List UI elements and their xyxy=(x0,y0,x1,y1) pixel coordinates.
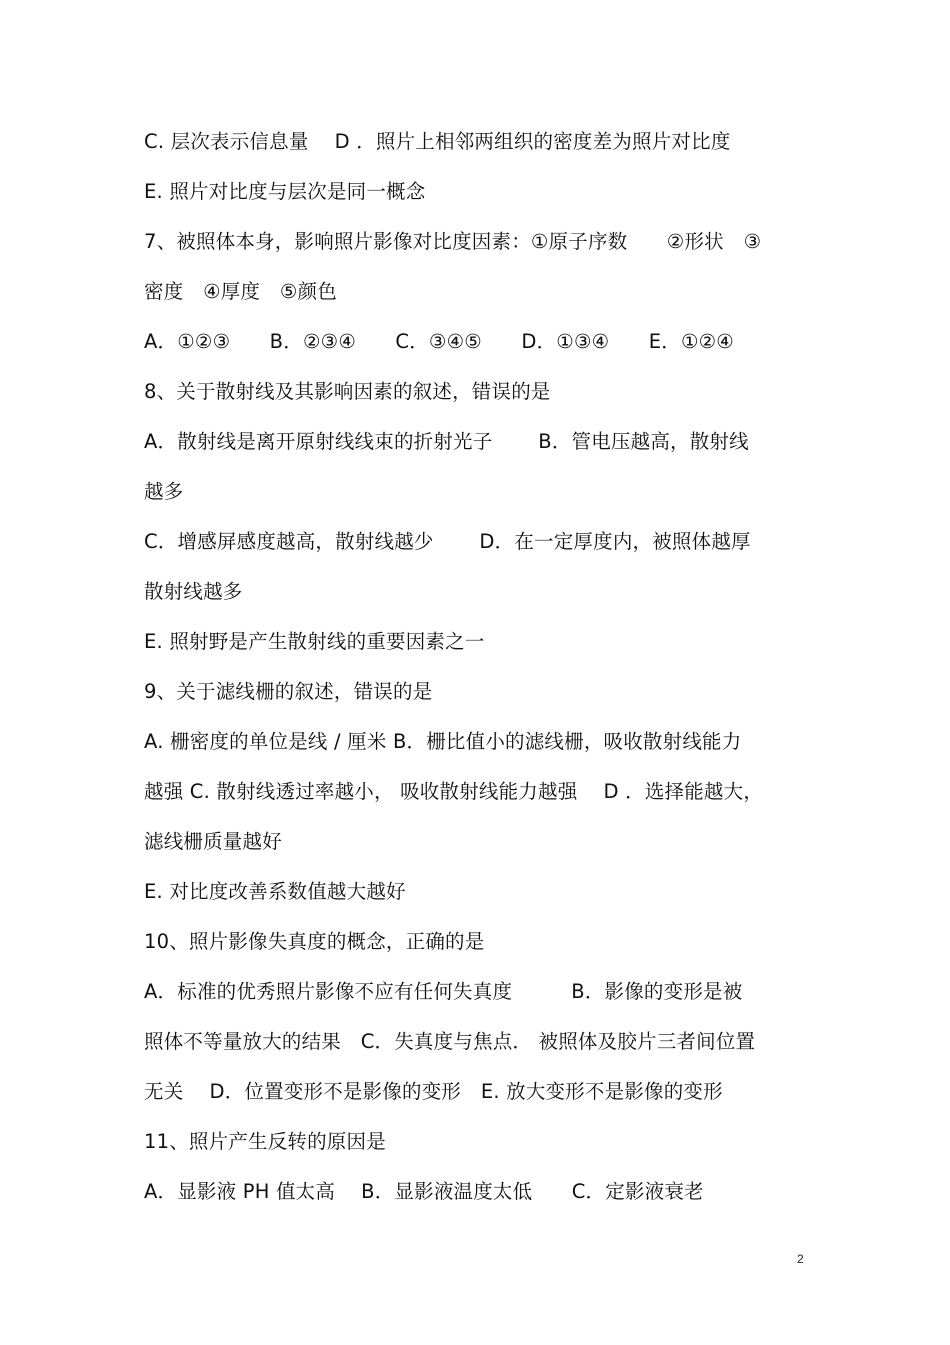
text-line: 密度 ④厚度 ⑤颜色 xyxy=(144,280,337,303)
text-line: 越强 C. 散射线透过率越小， 吸收散射线能力越强 D ．选择能越大， xyxy=(144,780,764,803)
text-line: 照体不等量放大的结果 C．失真度与焦点． 被照体及胶片三者间位置 xyxy=(144,1030,756,1053)
text-line: 7、被照体本身，影响照片影像对比度因素：①原子序数 ②形状 ③ xyxy=(144,230,762,253)
text-line: A. 栅密度的单位是线 / 厘米 B．栅比值小的滤线栅，吸收散射线能力 xyxy=(144,730,742,753)
text-line: 9、关于滤线栅的叙述，错误的是 xyxy=(144,680,433,703)
page-number: 2 xyxy=(797,1252,804,1266)
text-line: 滤线栅质量越好 xyxy=(144,830,282,853)
text-line: 8、关于散射线及其影响因素的叙述，错误的是 xyxy=(144,380,551,403)
text-line: A．散射线是离开原射线线束的折射光子 B．管电压越高，散射线 xyxy=(144,430,749,453)
text-line: A．标准的优秀照片影像不应有任何失真度 B．影像的变形是被 xyxy=(144,980,743,1003)
text-line: 11、照片产生反转的原因是 xyxy=(144,1130,386,1153)
text-line: E. 照片对比度与层次是同一概念 xyxy=(144,180,426,203)
text-line: 10、照片影像失真度的概念，正确的是 xyxy=(144,930,485,953)
text-line: A．①②③ B．②③④ C．③④⑤ D．①③④ E．①②④ xyxy=(144,330,734,353)
text-line: 无关 D．位置变形不是影像的变形 E. 放大变形不是影像的变形 xyxy=(144,1080,723,1103)
text-line: E. 对比度改善系数值越大越好 xyxy=(144,880,406,903)
text-line: E. 照射野是产生散射线的重要因素之一 xyxy=(144,630,485,653)
text-line: 越多 xyxy=(144,480,184,503)
text-line: A．显影液 PH 值太高 B．显影液温度太低 C．定影液衰老 xyxy=(144,1180,704,1203)
text-line: C．增感屏感度越高，散射线越少 D．在一定厚度内，被照体越厚 xyxy=(144,530,751,553)
text-line: C. 层次表示信息量 D ．照片上相邻两组织的密度差为照片对比度 xyxy=(144,130,731,153)
text-line: 散射线越多 xyxy=(144,580,243,603)
